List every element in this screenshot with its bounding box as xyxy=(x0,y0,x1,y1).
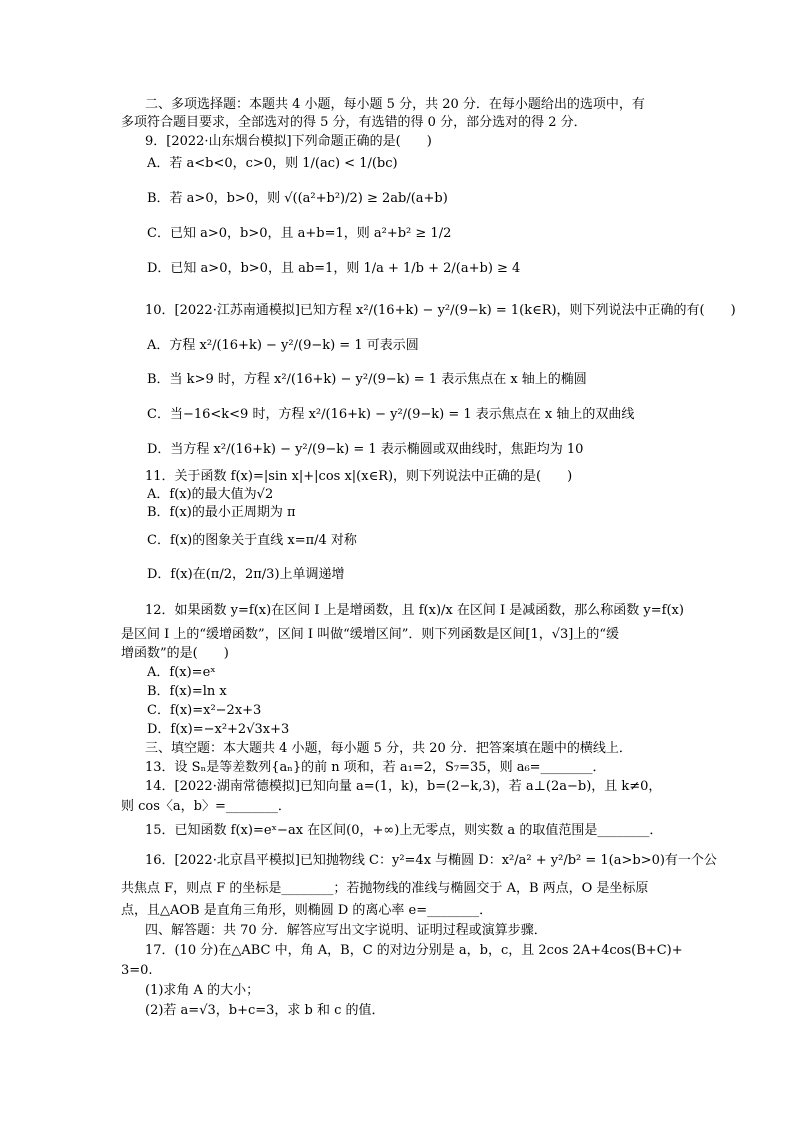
q14-line-1: 14．[2022·湖南常德模拟]已知向量 a=(1，k)，b=(2−k,3)，若 a⊥(2a−b)，且 k≠0， xyxy=(145,779,662,794)
q9-stem: 9．[2022·山东烟台模拟]下列命题正确的是( ) xyxy=(145,134,432,149)
q17-line-2: 3=0. xyxy=(121,963,153,978)
q9-option-b: B．若 a>0，b>0，则 √((a²+b²)/2) ≥ 2ab/(a+b) xyxy=(147,191,448,206)
q12-option-d: D．f(x)=−x²+2√3x+3 xyxy=(147,722,290,737)
section-2-title-cont: 多项符合题目要求，全部选对的得 5 分，有选错的得 0 分，部分选对的得 2 分． xyxy=(121,115,587,130)
q13-text: 13．设 Sₙ是等差数列{aₙ}的前 n 项和，若 a₁=2，S₇=35，则 a₆=________． xyxy=(145,760,606,775)
q9-option-d: D．已知 a>0，b>0，且 ab=1，则 1/a + 1/b + 2/(a+b) ≥ 4 xyxy=(147,261,521,276)
q16-line-1: 16．[2022·北京昌平模拟]已知抛物线 C：y²=4x 与椭圆 D：x²/a² + y²/b² = 1(a>b>0)有一个公 xyxy=(145,853,717,868)
q10-option-b: B．当 k>9 时，方程 x²/(16+k) − y²/(9−k) = 1 表示焦点在 x 轴上的椭圆 xyxy=(147,372,587,387)
q10-stem: 10．[2022·江苏南通模拟]已知方程 x²/(16+k) − y²/(9−k) = 1(k∈R)，则下列说法中正确的有( ) xyxy=(145,303,736,318)
q17-part-1: (1)求角 A 的大小； xyxy=(145,983,260,998)
q12-line-1: 12．如果函数 y=f(x)在区间 I 上是增函数，且 f(x)/x 在区间 I 是减函数，那么称函数 y=f(x) xyxy=(145,603,684,618)
q10-option-c: C．当−16<k<9 时，方程 x²/(16+k) − y²/(9−k) = 1 表示焦点在 x 轴上的双曲线 xyxy=(147,407,635,422)
q10-option-a: A．方程 x²/(16+k) − y²/(9−k) = 1 可表示圆 xyxy=(147,338,419,353)
q16-line-3: 点，且△AOB 是直角三角形，则椭圆 D 的离心率 e=________． xyxy=(121,903,493,918)
q11-option-d: D．f(x)在(π/2，2π/3)上单调递增 xyxy=(147,567,345,582)
q12-option-b: B．f(x)=ln x xyxy=(147,684,227,699)
q10-option-d: D．当方程 x²/(16+k) − y²/(9−k) = 1 表示椭圆或双曲线时，焦距均为 10 xyxy=(147,442,584,457)
q11-stem: 11．关于函数 f(x)=|sin x|+|cos x|(x∈R)，则下列说法中正确的是( ) xyxy=(145,469,573,484)
q17-part-2: (2)若 a=√3，b+c=3，求 b 和 c 的值． xyxy=(145,1003,385,1018)
q15-text: 15．已知函数 f(x)=eˣ−ax 在区间(0，+∞)上无零点，则实数 a 的取值范围是________． xyxy=(145,823,663,838)
section-2-title: 二、多项选择题：本题共 4 小题，每小题 5 分，共 20 分．在每小题给出的选项中，有 xyxy=(145,97,645,112)
q9-option-a: A．若 a<b<0，c>0，则 1/(ac) < 1/(bc) xyxy=(147,156,398,171)
q12-line-3: 增函数”的是( ) xyxy=(121,646,229,661)
q17-line-1: 17．(10 分)在△ABC 中，角 A，B，C 的对边分别是 a，b，c，且 2cos 2A+4cos(B+C)+ xyxy=(145,943,683,958)
q14-line-2: 则 cos〈a，b〉=________． xyxy=(121,799,291,814)
section-4-title: 四、解答题：共 70 分．解答应写出文字说明、证明过程或演算步骤． xyxy=(145,923,547,938)
q12-option-c: C．f(x)=x²−2x+3 xyxy=(147,703,262,718)
q11-option-c: C．f(x)的图象关于直线 x=π/4 对称 xyxy=(147,533,357,548)
q11-option-a: A．f(x)的最大值为√2 xyxy=(147,487,274,502)
q9-option-c: C．已知 a>0，b>0，且 a+b=1，则 a²+b² ≥ 1/2 xyxy=(147,226,452,241)
section-3-title: 三、填空题：本大题共 4 小题，每小题 5 分，共 20 分．把答案填在题中的横线上． xyxy=(145,741,632,756)
q12-option-a: A．f(x)=eˣ xyxy=(147,665,216,680)
q12-line-2: 是区间 I 上的“缓增函数”，区间 I 叫做“缓增区间”．则下列函数是区间[1，√3]上的“缓 xyxy=(121,627,619,642)
q16-line-2: 共焦点 F，则点 F 的坐标是________；若抛物线的准线与椭圆交于 A，B 两点，O 是坐标原 xyxy=(121,881,649,896)
q11-option-b: B．f(x)的最小正周期为 π xyxy=(147,505,296,520)
